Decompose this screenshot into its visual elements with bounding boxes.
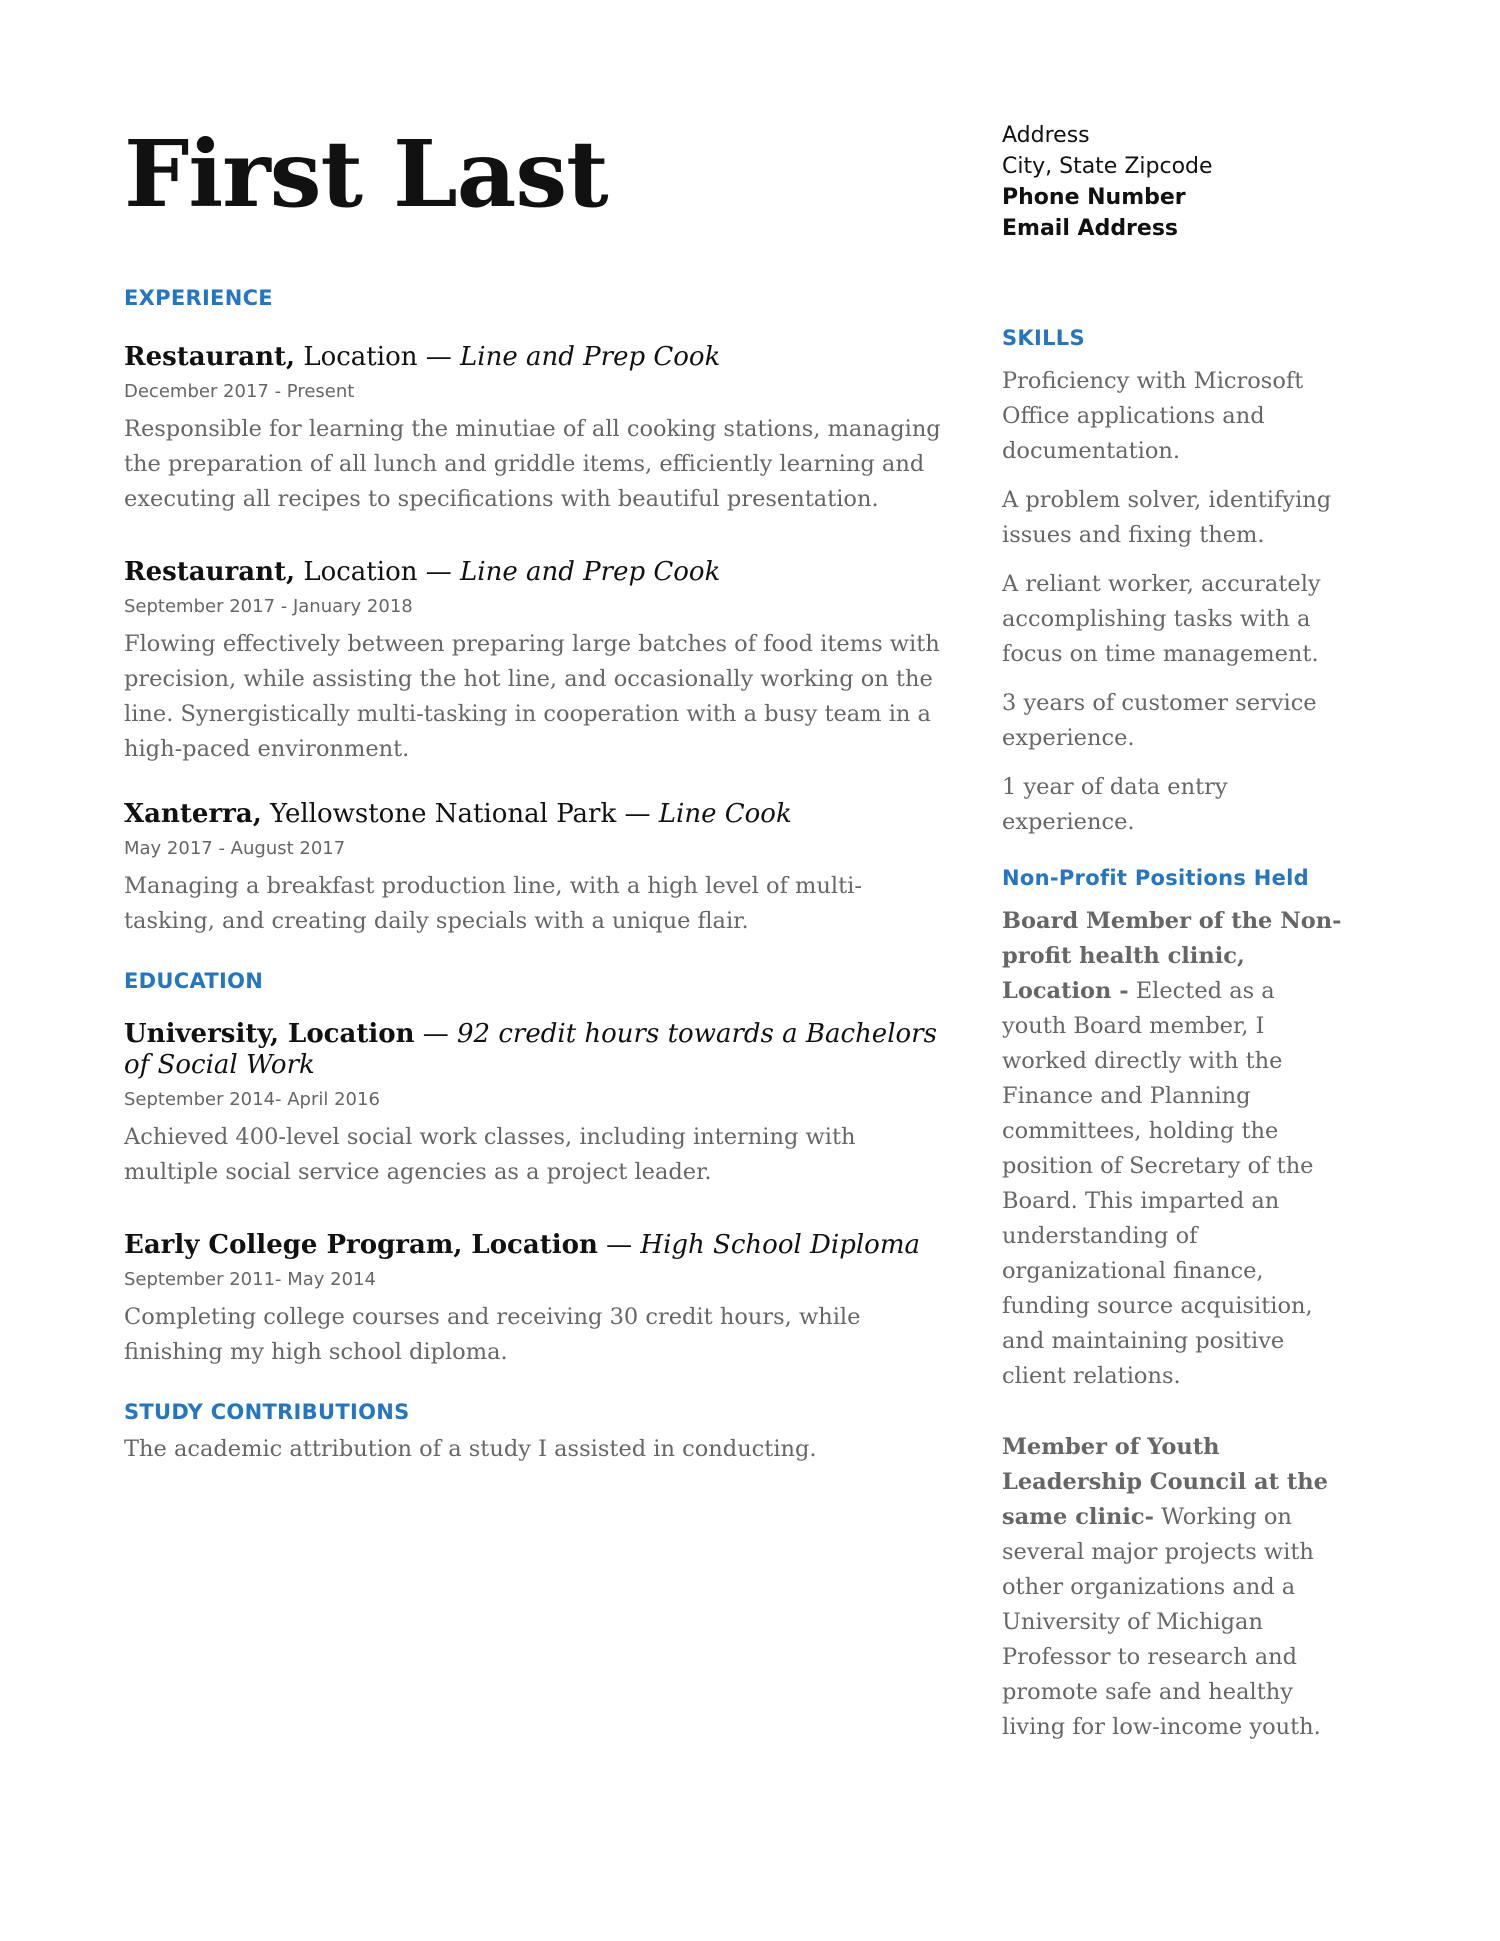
entry-description: Flowing effectively between preparing large batches of food items with precision, while assisting the hot line, and occasionally working on the line. Synergistically multi-tasking in cooperation with a busy team in a high-paced environment. bbox=[124, 631, 940, 762]
entry-role: Line and Prep Cook bbox=[460, 557, 721, 587]
entry-role: High School Diploma bbox=[640, 1230, 920, 1260]
nonprofit-item bbox=[1002, 904, 1342, 1394]
entry-description: Managing a breakfast production line, with a high level of multi-tasking, and creating daily specials with a unique flair. bbox=[124, 873, 862, 934]
entry-dates: September 2011- May 2014 bbox=[124, 1269, 376, 1290]
nonprofit-item bbox=[1002, 1430, 1342, 1745]
sidebar-column bbox=[1002, 120, 1342, 1745]
experience-heading: EXPERIENCE bbox=[124, 286, 273, 310]
entry-dash: — bbox=[417, 342, 461, 372]
entry-description: Responsible for learning the minutiae of all cooking stations, managing the preparation of all lunch and griddle items, efficiently learning and executing all recipes to specifications with beautiful presentation. bbox=[124, 416, 941, 512]
entry-org: Restaurant, bbox=[124, 342, 296, 372]
entry-role: Line Cook bbox=[658, 799, 792, 829]
entry-location: Location bbox=[295, 557, 418, 587]
nonprofit-item-title: Member of Youth Leadership Council at the same clinic- bbox=[1002, 1434, 1328, 1530]
contact-block bbox=[1002, 120, 1342, 244]
skill-item: A problem solver, identifying issues and fixing them. bbox=[1002, 487, 1332, 548]
entry-dash: — bbox=[616, 799, 659, 829]
education-entry bbox=[124, 1019, 944, 1190]
skill-item: 1 year of data entry experience. bbox=[1002, 774, 1228, 835]
nonprofit-item-text: Elected as a youth Board member, I worked directly with the Finance and Planning committees, holding the position of Secretary of the Board. This imparted an understanding of organizational finance, funding source acquisition, and maintaining positive client relations. bbox=[1002, 978, 1314, 1389]
contact-address: Address bbox=[1002, 123, 1090, 148]
contact-city-state-zip: City, State Zipcode bbox=[1002, 154, 1213, 179]
entry-org: Early College Program, Location bbox=[124, 1230, 598, 1260]
entry-dash: — bbox=[417, 557, 461, 587]
entry-dash: — bbox=[414, 1019, 458, 1049]
entry-org: Restaurant, bbox=[124, 557, 296, 587]
entry-dash: — bbox=[597, 1230, 641, 1260]
entry-org: Xanterra, bbox=[124, 799, 262, 829]
entry-dates: May 2017 - August 2017 bbox=[124, 838, 346, 859]
nonprofit-item-text: Working on several major projects with other organizations and a University of Michigan Professor to research and promote safe and healthy living for low-income youth. bbox=[1002, 1504, 1321, 1740]
experience-entry bbox=[124, 557, 944, 767]
entry-title bbox=[124, 1230, 944, 1261]
entry-location: Yellowstone National Park bbox=[261, 799, 617, 829]
entry-role: 92 credit hours towards a Bachelors of Social Work bbox=[124, 1019, 937, 1080]
entry-org: University, Location bbox=[124, 1019, 415, 1049]
entry-title bbox=[124, 799, 944, 830]
skills-heading: SKILLS bbox=[1002, 326, 1085, 350]
skill-item: Proficiency with Microsoft Office applications and documentation. bbox=[1002, 368, 1304, 464]
main-column bbox=[124, 120, 944, 1467]
nonprofit-item-title: Board Member of the Non-profit health clinic, Location - bbox=[1002, 908, 1342, 1004]
study-contributions-text: The academic attribution of a study I assisted in conducting. bbox=[124, 1436, 817, 1462]
skills-list bbox=[1002, 364, 1342, 840]
entry-dates: September 2014- April 2016 bbox=[124, 1089, 380, 1110]
nonprofit-heading: Non-Profit Positions Held bbox=[1002, 866, 1310, 890]
experience-entry bbox=[124, 342, 944, 517]
entry-title bbox=[124, 1019, 944, 1081]
contact-email: Email Address bbox=[1002, 216, 1179, 241]
entry-title bbox=[124, 557, 944, 588]
entry-role: Line and Prep Cook bbox=[460, 342, 721, 372]
applicant-name: First Last bbox=[124, 120, 608, 228]
contact-phone: Phone Number bbox=[1002, 185, 1186, 210]
study-contributions-heading: STUDY CONTRIBUTIONS bbox=[124, 1400, 410, 1424]
entry-dates: December 2017 - Present bbox=[124, 381, 355, 402]
entry-dates: September 2017 - January 2018 bbox=[124, 596, 413, 617]
education-heading: EDUCATION bbox=[124, 969, 264, 993]
entry-description: Completing college courses and receiving 30 credit hours, while finishing my high school diploma. bbox=[124, 1304, 861, 1365]
entry-title bbox=[124, 342, 944, 373]
entry-description: Achieved 400-level social work classes, including interning with multiple social service agencies as a project leader. bbox=[124, 1124, 856, 1185]
skill-item: A reliant worker, accurately accomplishing tasks with a focus on time management. bbox=[1002, 571, 1321, 667]
education-entry bbox=[124, 1230, 944, 1370]
entry-location: Location bbox=[295, 342, 418, 372]
experience-entry bbox=[124, 799, 944, 939]
skill-item: 3 years of customer service experience. bbox=[1002, 690, 1317, 751]
